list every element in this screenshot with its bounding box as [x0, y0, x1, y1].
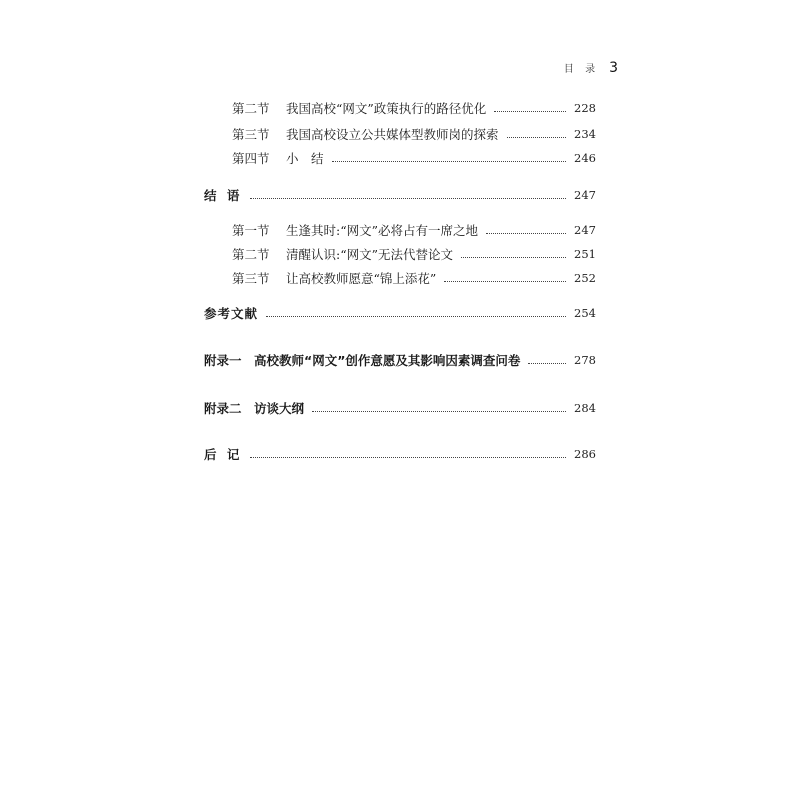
dot-leader — [250, 197, 566, 199]
toc-entry — [204, 148, 596, 168]
toc-entry — [204, 244, 596, 264]
toc-page-number: 247 — [574, 223, 596, 237]
toc-chapter-entry — [204, 185, 596, 205]
running-header — [564, 60, 618, 76]
dot-leader — [507, 136, 566, 138]
toc-entry — [204, 124, 596, 144]
toc-entry — [204, 98, 596, 118]
toc-section-label: 第三节 — [232, 271, 270, 286]
toc-page-number: 228 — [574, 101, 596, 115]
dot-leader — [444, 280, 566, 282]
toc-title: 清醒认识:“网文”无法代替论文 — [286, 247, 453, 262]
toc-chapter-entry — [204, 303, 596, 323]
toc-section-label: 第二节 — [232, 247, 270, 262]
toc-title: 我国高校“网文”政策执行的路径优化 — [286, 101, 487, 116]
dot-leader — [461, 256, 566, 258]
toc-title: 结 语 — [204, 188, 243, 203]
dot-leader — [486, 232, 566, 234]
dot-leader — [528, 362, 566, 364]
dot-leader — [494, 110, 566, 112]
dot-leader — [250, 456, 566, 458]
toc-entry — [204, 220, 596, 240]
toc-title: 我国高校设立公共媒体型教师岗的探索 — [286, 127, 499, 142]
toc-page-number: 234 — [574, 127, 596, 141]
header-page-number: 3 — [609, 60, 618, 76]
toc-title: 附录一 高校教师“网文”创作意愿及其影响因素调查问卷 — [204, 353, 521, 368]
toc-section-label: 第一节 — [232, 223, 270, 238]
toc-page-number: 286 — [574, 447, 596, 461]
toc-page-number: 284 — [574, 401, 596, 415]
toc-title: 生逢其时:“网文”必将占有一席之地 — [286, 223, 478, 238]
toc-page-number: 278 — [574, 353, 596, 367]
toc-title: 后 记 — [204, 447, 243, 462]
toc-page-number: 247 — [574, 188, 596, 202]
toc-title: 小 结 — [286, 151, 324, 166]
toc-section-label: 第三节 — [232, 127, 270, 142]
toc-title: 让高校教师愿意“锦上添花” — [286, 271, 437, 286]
toc-page-number: 246 — [574, 151, 596, 165]
dot-leader — [266, 315, 566, 317]
toc-title: 参考文献 — [204, 306, 259, 321]
toc-page-number: 254 — [574, 306, 596, 320]
toc-section-label: 第四节 — [232, 151, 270, 166]
dot-leader — [332, 160, 566, 162]
toc-title: 附录二 访谈大纲 — [204, 401, 305, 416]
header-label: 目 录 — [563, 64, 600, 75]
toc-chapter-entry — [204, 444, 596, 464]
dot-leader — [312, 410, 566, 412]
toc-page-number: 252 — [574, 271, 596, 285]
toc-chapter-entry — [204, 350, 596, 370]
toc-chapter-entry — [204, 398, 596, 418]
toc-entry — [204, 268, 596, 288]
toc-page-number: 251 — [574, 247, 596, 261]
toc-section-label: 第二节 — [232, 101, 270, 116]
